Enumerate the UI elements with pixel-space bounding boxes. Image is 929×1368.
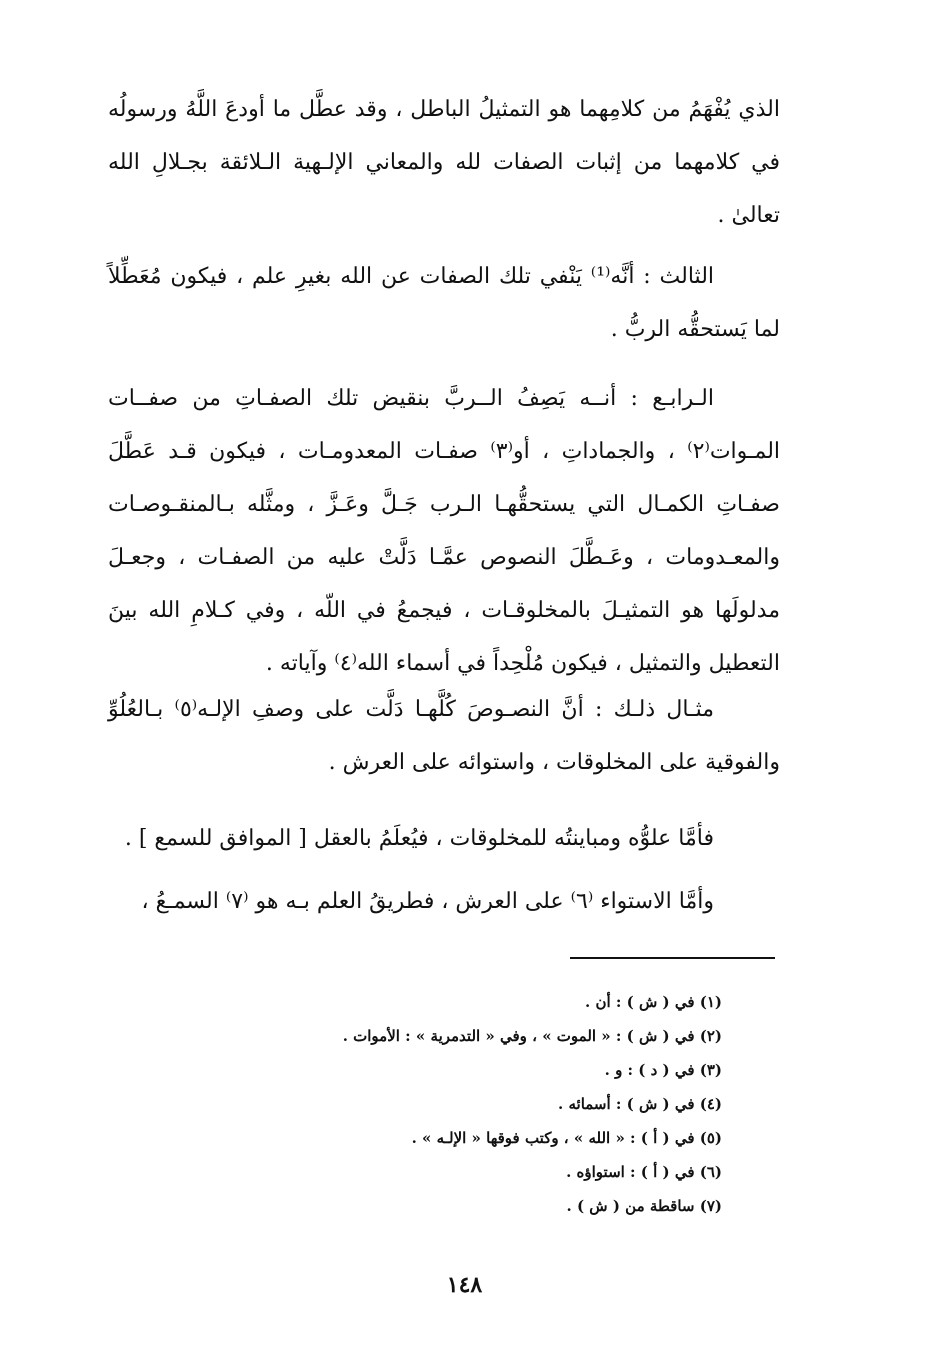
paragraph-2 [108,250,780,356]
paragraph-text: الثالث : أنَّه⁽¹⁾ يَنْفي تلك الصفات عن الله بغيرِ علم ، فيكون مُعَطِّلاً لما يَستحقُّه الربُّ . [108,264,780,342]
footnote-7: (٧) ساقطة من ( ش ) . [566,1197,722,1215]
page-number: ١٤٨ [446,1272,483,1298]
footnote-6: (٦) في ( أ ) : استواؤه . [566,1163,722,1181]
footnote-1: (١) في ( ش ) : أن . [585,993,722,1011]
paragraph-text: فأمَّا علوُّه ومباينتُه للمخلوقات ، فيُعلَمُ بالعقل [ الموافق للسمع ] . [124,826,714,851]
paragraph-5 [108,812,780,865]
paragraph-text: مثـال ذلـك : أنَّ النصـوصَ كُلَّهـا دَلَّت على وصفِ الإلـه⁽٥⁾ بـالعُلُوِّ والفوقية على المخلوقات ، واستوائه على العرش . [108,697,780,775]
paragraph-text: وأمَّا الاستواء ⁽٦⁾ على العرش ، فطريقُ العلم بـه هو ⁽٧⁾ السمـعُ ، [141,889,714,914]
paragraph-text: الـرابـع : أنــه يَصِفُ الــربَّ بنقيض تلك الصفـاتِ من صفــات المـوات⁽٢⁾ ، والجماداتِ ، أو⁽٣⁾ صفـات المعدومـات ، فيكون قـد عَطَّلَ صفـاتِ الكمـال التي يستحقُّهـا الـرب جَـلَّ وعَـزَّ ، ومثَّله بـالمنقـوصـات والمعـدومات ، وعَـطَّلَ النصوص عمَّـا دَلَّتْ عليه من الصفـات ، وجعـلَ مدلولَها هو التمثيـلَ بالمخلوقـات ، فيجمعُ في اللّه ، وفي كـلامِ الله بينَ التعطيل والتمثيل ، فيكون مُلْحِداً في أسماء الله⁽٤⁾ وآياته . [108,386,781,676]
footnotes [200,985,722,1223]
paragraph-6 [108,875,780,928]
paragraph-1 [108,83,780,242]
paragraph-4 [108,683,780,789]
footnote-2: (٢) في ( ش ) : « الموت » ، وفي « التدمرية » : الأموات . [342,1027,722,1045]
paragraph-3 [108,372,780,690]
footnote-4: (٤) في ( ش ) : أسمائه . [558,1095,722,1113]
paragraph-text: الذي يُفْهَمُ من كلامِهما هو التمثيلُ الباطل ، وقد عطَّل ما أودعَ اللَّهُ ورسولُه في كلامهما من إثبات الصفات لله والمعاني الإلـهية الـلائقة بجـلالِ الله تعالىٰ . [108,97,780,228]
footnote-divider [570,957,775,959]
footnote-3: (٣) في ( د ) : و . [604,1061,722,1079]
footnote-5: (٥) في ( أ ) : « الله » ، وكتب فوقها « الإلـه » . [411,1129,722,1147]
